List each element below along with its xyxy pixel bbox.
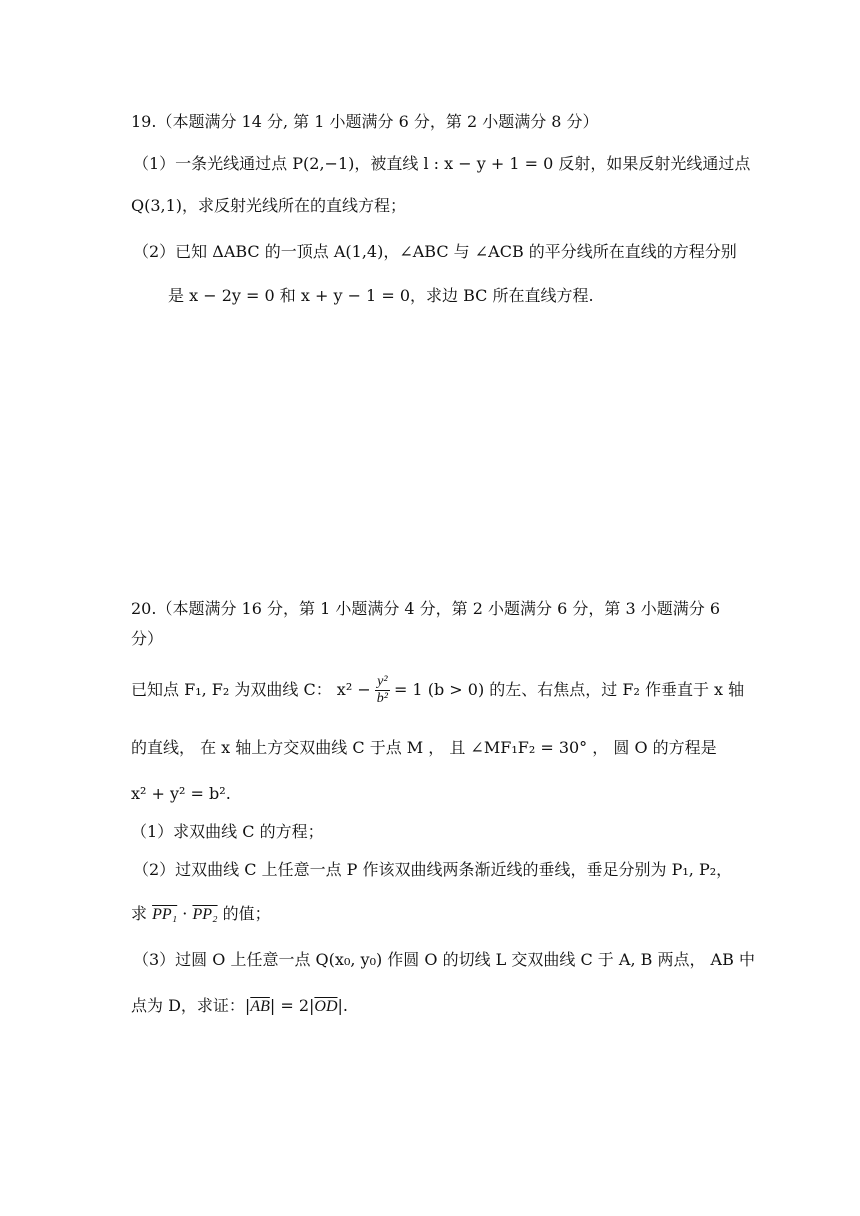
vector-od: $\overline{OD}$ [314, 998, 338, 1015]
q20-intro-text-a: 已知点 F₁, F₂ 为双曲线 C： x² − [131, 680, 371, 699]
q20-header-line1: 20.（本题满分 16 分，第 1 小题满分 4 分，第 2 小题满分 6 分，第 3 小题满分 6 [131, 599, 721, 618]
hyperbola-fraction [375, 674, 390, 707]
q20-part2-suffix: 的值； [217, 904, 271, 923]
q20-part1: （1）求双曲线 C 的方程； [131, 822, 324, 841]
fraction-denominator: b² [376, 691, 388, 706]
q20-part2-line1: （2）过双曲线 C 上任意一点 P 作该双曲线两条渐近线的垂线，垂足分别为 P₁, P₂， [133, 860, 733, 879]
vector-pp2: PP₂ [192, 906, 218, 923]
q19-part2-line2: 是 x − 2y = 0 和 x + y − 1 = 0，求边 BC 所在直线方程. [168, 286, 594, 305]
q20-part3-line1: （3）过圆 O 上任意一点 Q(x₀, y₀) 作圆 O 的切线 L 交双曲线 C 于 A, B 两点， AB 中 [133, 950, 755, 969]
q20-part3-line2 [131, 994, 348, 1019]
vector-pp1: PP₁ [152, 906, 178, 923]
q20-header-line2: 分） [131, 629, 164, 648]
q20-part2-prefix: 求 [131, 904, 153, 923]
fraction-numerator: y² [375, 674, 390, 691]
q20-part3-end: |. [337, 996, 348, 1015]
q20-intro-text-b: = 1 (b > 0) 的左、右焦点，过 F₂ 作垂直于 x 轴 [393, 680, 745, 699]
q19-header: 19.（本题满分 14 分, 第 1 小题满分 6 分，第 2 小题满分 8 分） [131, 112, 599, 131]
q19-part2-line1: （2）已知 ΔABC 的一顶点 A(1,4)，∠ABC 与 ∠ACB 的平分线所在直线的方程分别 [133, 242, 737, 261]
q20-intro-line2: 的直线， 在 x 轴上方交双曲线 C 于点 M ， 且 ∠MF₁F₂ = 30° ， 圆 O 的方程是 [131, 738, 717, 757]
q19-part1-line2: Q(3,1)，求反射光线所在的直线方程； [131, 196, 407, 215]
q20-part3-mid: | = 2| [269, 996, 315, 1015]
vector-ab: $\overline{AB}$ [250, 998, 270, 1015]
q20-intro-line3: x² + y² = b². [131, 784, 231, 803]
q19-part1-line1: （1）一条光线通过点 P(2,−1)，被直线 l : x − y + 1 = 0 反射，如果反射光线通过点 [133, 154, 751, 173]
q20-part3-prefix: 点为 D，求证：| [131, 996, 251, 1015]
dot-operator: · [177, 904, 193, 923]
q20-intro-line1 [131, 672, 744, 708]
q20-part2-line2 [131, 902, 271, 927]
